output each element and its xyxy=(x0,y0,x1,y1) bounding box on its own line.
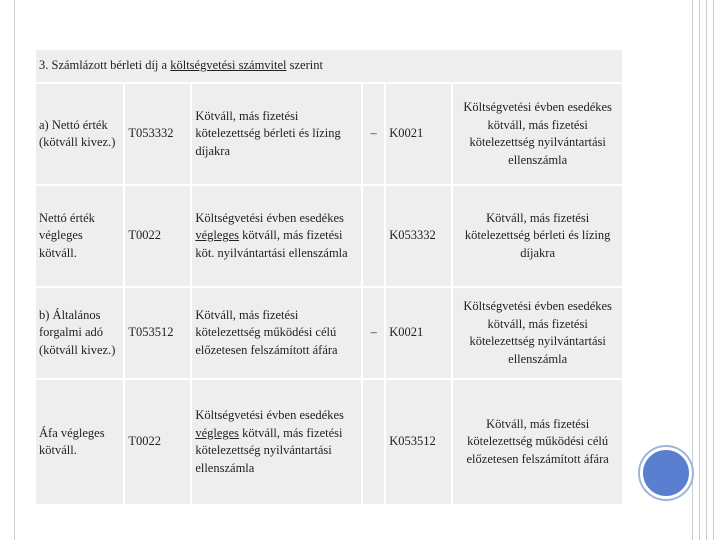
table-row xyxy=(36,288,622,378)
slide-border-line xyxy=(692,0,693,540)
slide-border-line xyxy=(699,0,700,540)
title-prefix: 3. Számlázott bérleti díj a xyxy=(39,58,171,73)
credit-description: Költségvetési évben esedékes kötváll, más fizetési kötelezettség nyilvántartási ellenszámla xyxy=(453,288,622,378)
debit-description xyxy=(192,380,361,504)
debit-description xyxy=(192,186,361,286)
row-label: a) Nettó érték (kötváll kivez.) xyxy=(36,84,123,184)
debit-code: T053512 xyxy=(125,288,190,378)
debit-description: Kötváll, más fizetési kötelezettség működési célú előzetesen felszámított áfára xyxy=(192,288,361,378)
credit-description: Költségvetési évben esedékes kötváll, más fizetési kötelezettség nyilvántartási ellenszámla xyxy=(453,84,622,184)
table-row xyxy=(36,380,622,504)
row-label: Áfa végleges kötváll. xyxy=(36,380,123,504)
debit-desc-text: kötváll, más fizetési kötelezettség nyilvántartási ellenszámla xyxy=(195,425,343,475)
debit-desc-text: Költségvetési évben esedékes xyxy=(195,408,344,422)
credit-description: Kötváll, más fizetési kötelezettség bérleti és lízing díjakra xyxy=(453,186,622,286)
debit-code: T0022 xyxy=(125,186,190,286)
credit-code: K0021 xyxy=(386,288,451,378)
separator-dash xyxy=(363,380,384,504)
separator-dash xyxy=(363,186,384,286)
decorative-circle xyxy=(640,447,692,499)
debit-desc-underlined: végleges xyxy=(195,425,240,440)
credit-code: K053332 xyxy=(386,186,451,286)
debit-code: T053332 xyxy=(125,84,190,184)
credit-description: Kötváll, más fizetési kötelezettség működési célú előzetesen felszámított áfára xyxy=(453,380,622,504)
row-label: b) Általános forgalmi adó (kötváll kivez.) xyxy=(36,288,123,378)
table-row xyxy=(36,84,622,184)
title-underlined: költségvetési számvitel xyxy=(170,58,287,73)
slide-border-line xyxy=(706,0,707,540)
slide-border-left xyxy=(14,0,15,540)
separator-dash: – xyxy=(363,288,384,378)
row-label: Nettó érték végleges kötváll. xyxy=(36,186,123,286)
table-title-row xyxy=(36,50,622,82)
slide-border-line xyxy=(713,0,714,540)
separator-dash: – xyxy=(363,84,384,184)
credit-code: K053512 xyxy=(386,380,451,504)
debit-desc-text: kötváll, más fizetési köt. nyilvántartási ellenszámla xyxy=(195,228,348,260)
accounting-entries-table xyxy=(34,48,624,506)
table-title xyxy=(36,50,622,82)
title-suffix: szerint xyxy=(286,58,323,73)
debit-desc-underlined: végleges xyxy=(195,228,240,243)
table-row xyxy=(36,186,622,286)
debit-desc-text: Költségvetési évben esedékes xyxy=(195,210,344,225)
debit-description: Kötváll, más fizetési kötelezettség bérleti és lízing díjakra xyxy=(192,84,361,184)
debit-code: T0022 xyxy=(125,380,190,504)
credit-code: K0021 xyxy=(386,84,451,184)
